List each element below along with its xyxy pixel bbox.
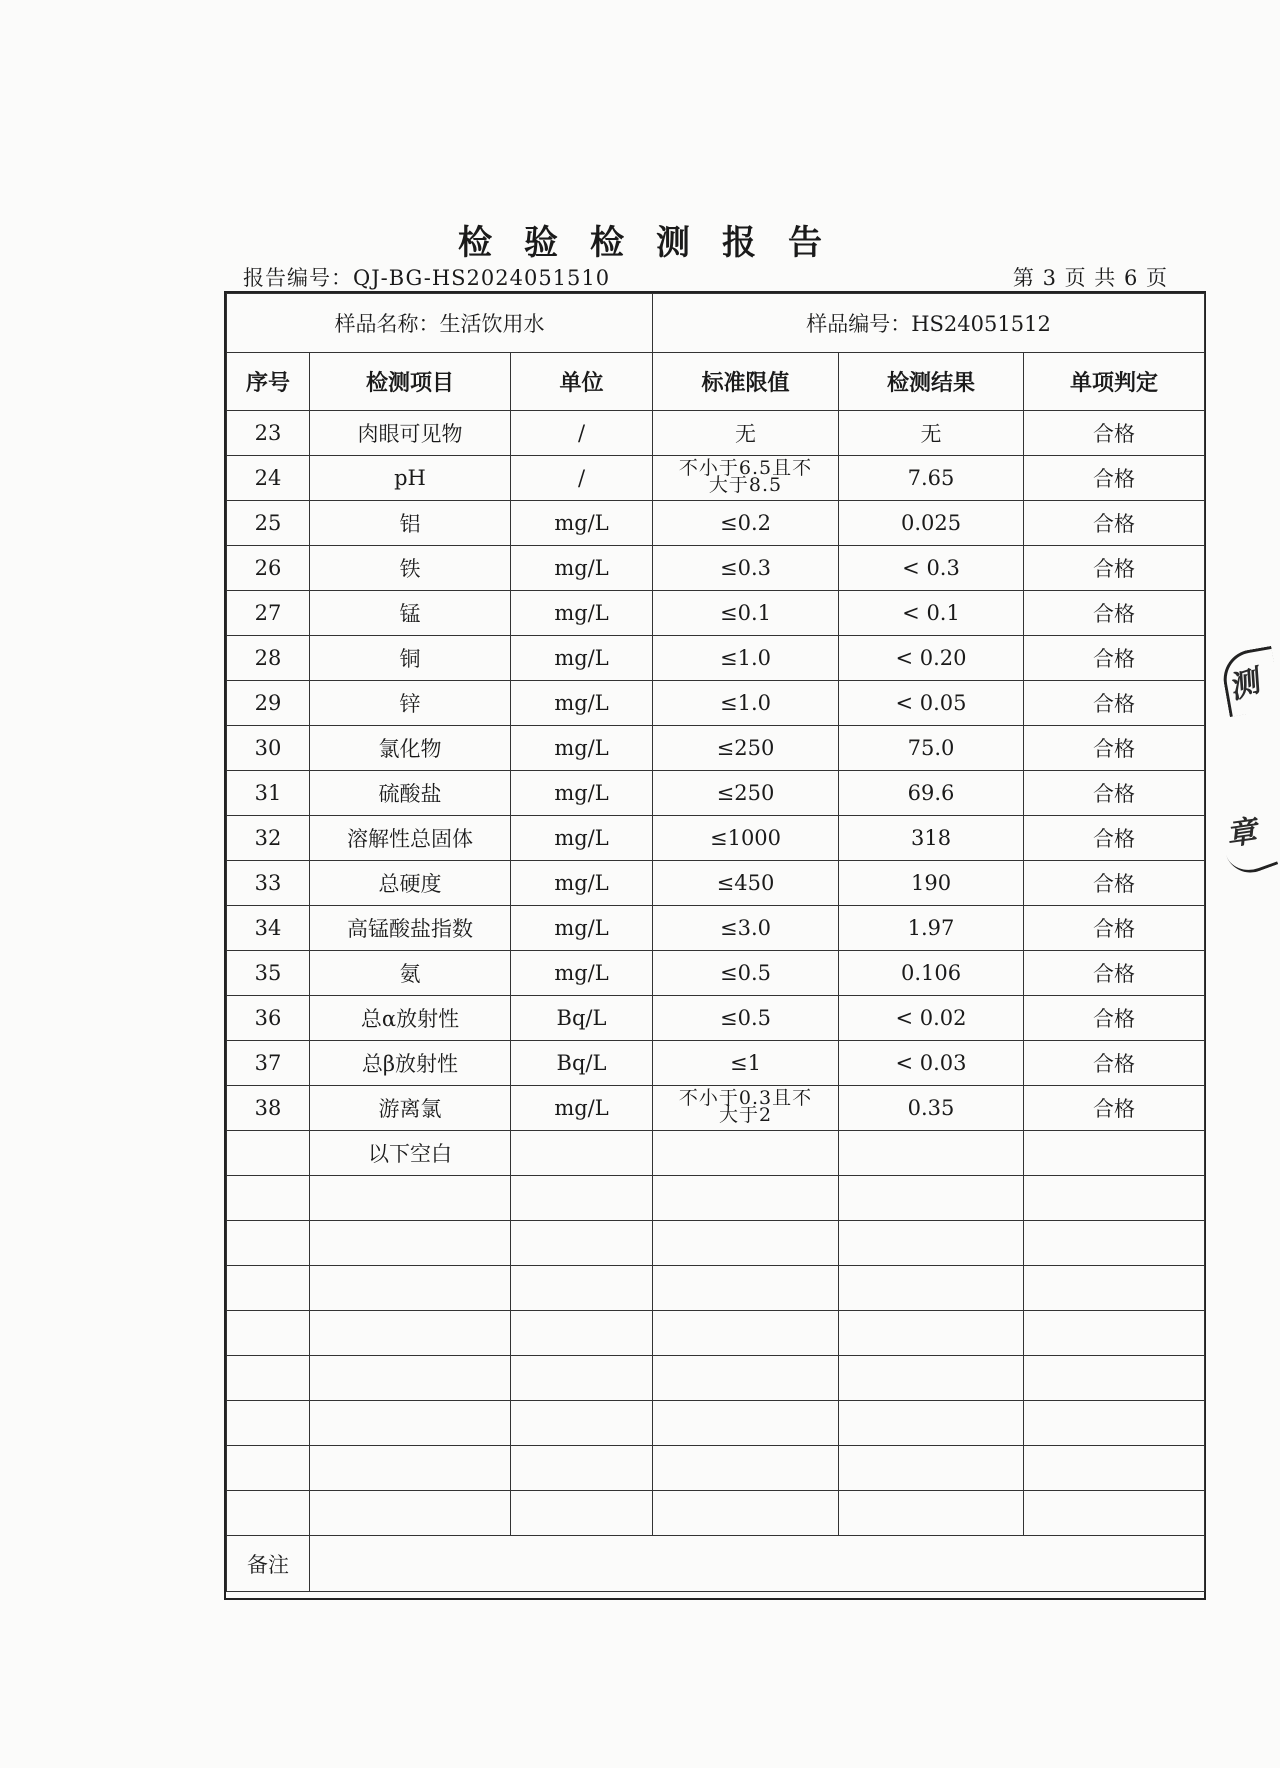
seal-char: 测 xyxy=(1224,664,1264,707)
empty-cell xyxy=(839,1356,1024,1401)
verdict-cell: 合格 xyxy=(1024,591,1205,636)
empty-cell xyxy=(310,1176,511,1221)
empty-cell xyxy=(839,1311,1024,1356)
verdict-cell: 合格 xyxy=(1024,501,1205,546)
table-row xyxy=(227,861,1205,906)
standard-limit-cell xyxy=(653,456,839,501)
empty-cell xyxy=(653,1446,839,1491)
unit-cell: mg/L xyxy=(511,681,653,726)
row-number-cell: 37 xyxy=(227,1041,310,1086)
unit-cell: mg/L xyxy=(511,726,653,771)
header-cell: 序号 xyxy=(227,353,310,411)
report-title: 检验检测报告 xyxy=(458,223,854,263)
report-number: 报告编号：QJ-BG-HS2024051510 xyxy=(243,266,611,290)
empty-cell xyxy=(511,1401,653,1446)
standard-limit-cell: ≤0.5 xyxy=(653,951,839,996)
row-number-cell: 36 xyxy=(227,996,310,1041)
standard-limit-cell: ≤250 xyxy=(653,771,839,816)
test-item-cell: 铁 xyxy=(310,546,511,591)
empty-cell xyxy=(310,1356,511,1401)
verdict-cell: 合格 xyxy=(1024,996,1205,1041)
unit-cell: mg/L xyxy=(511,501,653,546)
standard-limit-cell: ≤0.5 xyxy=(653,996,839,1041)
empty-cell xyxy=(310,1221,511,1266)
row-number-cell: 34 xyxy=(227,906,310,951)
standard-limit-cell: ≤0.2 xyxy=(653,501,839,546)
test-item-cell: 肉眼可见物 xyxy=(310,411,511,456)
sample-name: 样品名称：生活饮用水 xyxy=(227,294,653,353)
note-row xyxy=(227,1536,1205,1592)
result-cell: 190 xyxy=(839,861,1024,906)
row-number-cell: 30 xyxy=(227,726,310,771)
standard-limit-cell: ≤1000 xyxy=(653,816,839,861)
test-item-cell: 锰 xyxy=(310,591,511,636)
unit-cell: mg/L xyxy=(511,636,653,681)
header-cell: 标准限值 xyxy=(653,353,839,411)
row-number-cell: 28 xyxy=(227,636,310,681)
result-cell: < 0.02 xyxy=(839,996,1024,1041)
note-content xyxy=(310,1536,1205,1592)
empty-cell xyxy=(511,1221,653,1266)
verdict-cell: 合格 xyxy=(1024,456,1205,501)
header-cell: 检测项目 xyxy=(310,353,511,411)
standard-limit-cell: ≤0.3 xyxy=(653,546,839,591)
result-cell: < 0.1 xyxy=(839,591,1024,636)
table-row xyxy=(227,816,1205,861)
empty-cell xyxy=(227,1446,310,1491)
unit-cell: Bq/L xyxy=(511,996,653,1041)
verdict-cell: 合格 xyxy=(1024,411,1205,456)
verdict-cell: 合格 xyxy=(1024,681,1205,726)
result-cell: 7.65 xyxy=(839,456,1024,501)
row-number-cell: 33 xyxy=(227,861,310,906)
empty-cell xyxy=(310,1266,511,1311)
table-row xyxy=(227,1086,1205,1131)
blank-row xyxy=(227,1356,1205,1401)
standard-limit-cell: 无 xyxy=(653,411,839,456)
verdict-cell: 合格 xyxy=(1024,1086,1205,1131)
standard-limit-line: 不小于6.5且不 xyxy=(678,457,813,479)
empty-cell xyxy=(1024,1131,1205,1176)
result-cell: 0.025 xyxy=(839,501,1024,546)
unit-cell: / xyxy=(511,411,653,456)
empty-cell xyxy=(839,1266,1024,1311)
blank-marker: 以下空白 xyxy=(310,1131,511,1176)
verdict-cell: 合格 xyxy=(1024,636,1205,681)
table-row xyxy=(227,906,1205,951)
empty-cell xyxy=(653,1491,839,1536)
result-cell: < 0.20 xyxy=(839,636,1024,681)
table-row xyxy=(227,771,1205,816)
empty-cell xyxy=(310,1311,511,1356)
unit-cell: / xyxy=(511,456,653,501)
empty-cell xyxy=(839,1176,1024,1221)
table-row xyxy=(227,501,1205,546)
unit-cell: mg/L xyxy=(511,1086,653,1131)
empty-cell xyxy=(839,1446,1024,1491)
empty-cell xyxy=(511,1266,653,1311)
standard-limit-two-line xyxy=(678,1087,813,1126)
table-row xyxy=(227,456,1205,501)
result-cell: 318 xyxy=(839,816,1024,861)
table-row xyxy=(227,636,1205,681)
empty-cell xyxy=(227,1131,310,1176)
unit-cell: mg/L xyxy=(511,591,653,636)
empty-cell xyxy=(653,1311,839,1356)
standard-limit-cell: ≤450 xyxy=(653,861,839,906)
unit-cell: Bq/L xyxy=(511,1041,653,1086)
verdict-cell: 合格 xyxy=(1024,906,1205,951)
seal-char: 章 xyxy=(1224,814,1259,853)
standard-limit-cell: ≤3.0 xyxy=(653,906,839,951)
table-row xyxy=(227,411,1205,456)
standard-limit-cell xyxy=(653,1086,839,1131)
unit-cell: mg/L xyxy=(511,861,653,906)
page-indicator: 第 3 页 共 6 页 xyxy=(1012,266,1168,290)
table-row xyxy=(227,546,1205,591)
test-item-cell: 铜 xyxy=(310,636,511,681)
empty-cell xyxy=(653,1401,839,1446)
empty-cell xyxy=(1024,1401,1205,1446)
empty-cell xyxy=(1024,1491,1205,1536)
result-cell: 0.106 xyxy=(839,951,1024,996)
results-table xyxy=(226,293,1205,1592)
standard-limit-cell: ≤1.0 xyxy=(653,636,839,681)
row-number-cell: 31 xyxy=(227,771,310,816)
note-label: 备注 xyxy=(227,1536,310,1592)
empty-cell xyxy=(227,1266,310,1311)
unit-cell: mg/L xyxy=(511,906,653,951)
table-row xyxy=(227,681,1205,726)
blank-row xyxy=(227,1311,1205,1356)
row-number-cell: 24 xyxy=(227,456,310,501)
result-cell: 75.0 xyxy=(839,726,1024,771)
test-item-cell: 硫酸盐 xyxy=(310,771,511,816)
result-cell: < 0.03 xyxy=(839,1041,1024,1086)
empty-cell xyxy=(839,1491,1024,1536)
table-row xyxy=(227,726,1205,771)
empty-cell xyxy=(310,1401,511,1446)
empty-cell xyxy=(839,1221,1024,1266)
empty-cell xyxy=(310,1446,511,1491)
verdict-cell: 合格 xyxy=(1024,726,1205,771)
test-item-cell: pH xyxy=(310,456,511,501)
row-number-cell: 32 xyxy=(227,816,310,861)
empty-cell xyxy=(653,1266,839,1311)
standard-limit-line: 大于8.5 xyxy=(708,474,783,496)
result-cell: 1.97 xyxy=(839,906,1024,951)
verdict-cell: 合格 xyxy=(1024,546,1205,591)
empty-cell xyxy=(1024,1176,1205,1221)
row-number-cell: 26 xyxy=(227,546,310,591)
test-item-cell: 锌 xyxy=(310,681,511,726)
empty-cell xyxy=(511,1446,653,1491)
results-table-frame xyxy=(224,291,1206,1600)
test-item-cell: 游离氯 xyxy=(310,1086,511,1131)
test-item-cell: 氨 xyxy=(310,951,511,996)
empty-cell xyxy=(227,1401,310,1446)
table-header-row xyxy=(227,353,1205,411)
blank-row xyxy=(227,1491,1205,1536)
test-item-cell: 铝 xyxy=(310,501,511,546)
standard-limit-cell: ≤1.0 xyxy=(653,681,839,726)
test-item-cell: 总α放射性 xyxy=(310,996,511,1041)
unit-cell: mg/L xyxy=(511,951,653,996)
empty-cell xyxy=(227,1221,310,1266)
empty-cell xyxy=(653,1356,839,1401)
empty-cell xyxy=(653,1131,839,1176)
empty-cell xyxy=(511,1176,653,1221)
unit-cell: mg/L xyxy=(511,816,653,861)
row-number-cell: 29 xyxy=(227,681,310,726)
empty-cell xyxy=(1024,1311,1205,1356)
row-number-cell: 25 xyxy=(227,501,310,546)
test-item-cell: 高锰酸盐指数 xyxy=(310,906,511,951)
table-row xyxy=(227,1041,1205,1086)
result-cell: < 0.3 xyxy=(839,546,1024,591)
table-row xyxy=(227,951,1205,996)
empty-cell xyxy=(310,1491,511,1536)
blank-row xyxy=(227,1446,1205,1491)
empty-cell xyxy=(227,1491,310,1536)
blank-row xyxy=(227,1131,1205,1176)
verdict-cell: 合格 xyxy=(1024,951,1205,996)
test-item-cell: 氯化物 xyxy=(310,726,511,771)
result-cell: 69.6 xyxy=(839,771,1024,816)
row-number-cell: 35 xyxy=(227,951,310,996)
empty-cell xyxy=(839,1131,1024,1176)
result-cell: 0.35 xyxy=(839,1086,1024,1131)
standard-limit-cell: ≤0.1 xyxy=(653,591,839,636)
empty-cell xyxy=(511,1311,653,1356)
verdict-cell: 合格 xyxy=(1024,816,1205,861)
empty-cell xyxy=(653,1221,839,1266)
row-number-cell: 27 xyxy=(227,591,310,636)
empty-cell xyxy=(511,1491,653,1536)
header-cell: 检测结果 xyxy=(839,353,1024,411)
test-item-cell: 溶解性总固体 xyxy=(310,816,511,861)
empty-cell xyxy=(511,1131,653,1176)
blank-row xyxy=(227,1266,1205,1311)
row-number-cell: 38 xyxy=(227,1086,310,1131)
verdict-cell: 合格 xyxy=(1024,771,1205,816)
blank-row xyxy=(227,1401,1205,1446)
verdict-cell: 合格 xyxy=(1024,1041,1205,1086)
empty-cell xyxy=(1024,1266,1205,1311)
result-cell: 无 xyxy=(839,411,1024,456)
header-cell: 单位 xyxy=(511,353,653,411)
blank-row xyxy=(227,1221,1205,1266)
standard-limit-line: 不小于0.3且不 xyxy=(678,1087,813,1109)
empty-cell xyxy=(1024,1446,1205,1491)
unit-cell: mg/L xyxy=(511,546,653,591)
empty-cell xyxy=(839,1401,1024,1446)
empty-cell xyxy=(1024,1221,1205,1266)
standard-limit-line: 大于2 xyxy=(718,1104,773,1126)
empty-cell xyxy=(227,1176,310,1221)
standard-limit-cell: ≤1 xyxy=(653,1041,839,1086)
test-item-cell: 总硬度 xyxy=(310,861,511,906)
official-seal-stamp xyxy=(1222,640,1280,880)
standard-limit-two-line xyxy=(678,457,813,496)
result-cell: < 0.05 xyxy=(839,681,1024,726)
empty-cell xyxy=(227,1311,310,1356)
blank-row xyxy=(227,1176,1205,1221)
verdict-cell: 合格 xyxy=(1024,861,1205,906)
test-item-cell: 总β放射性 xyxy=(310,1041,511,1086)
table-row xyxy=(227,996,1205,1041)
table-row xyxy=(227,591,1205,636)
standard-limit-cell: ≤250 xyxy=(653,726,839,771)
row-number-cell: 23 xyxy=(227,411,310,456)
empty-cell xyxy=(511,1356,653,1401)
empty-cell xyxy=(227,1356,310,1401)
empty-cell xyxy=(1024,1356,1205,1401)
unit-cell: mg/L xyxy=(511,771,653,816)
header-cell: 单项判定 xyxy=(1024,353,1205,411)
empty-cell xyxy=(653,1176,839,1221)
sample-code: 样品编号：HS24051512 xyxy=(653,294,1205,353)
